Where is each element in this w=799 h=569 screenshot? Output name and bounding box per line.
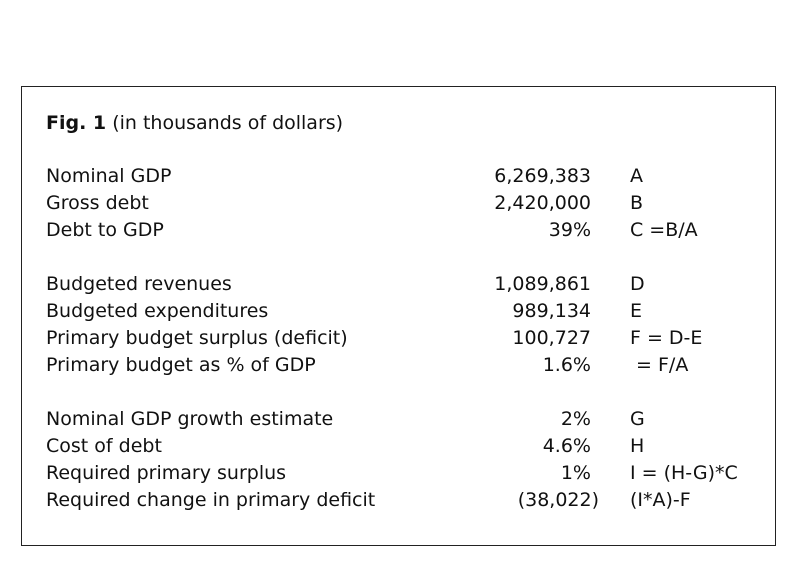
row-formula: F = D-E — [630, 327, 703, 349]
figure-label: Fig. 1 — [46, 112, 107, 134]
row-value: 1% — [560, 462, 591, 484]
table-row — [0, 460, 799, 486]
table-row — [0, 352, 799, 378]
figure-caption: (in thousands of dollars) — [106, 112, 344, 134]
row-label: Debt to GDP — [46, 219, 164, 241]
table-row — [0, 217, 799, 243]
row-value: 1,089,861 — [494, 273, 591, 295]
row-label: Required change in primary deficit — [46, 489, 376, 511]
row-label: Primary budget as % of GDP — [46, 354, 316, 376]
row-label: Nominal GDP growth estimate — [46, 408, 334, 430]
row-label: Cost of debt — [46, 435, 162, 457]
row-value: 989,134 — [512, 300, 591, 322]
row-formula: D — [630, 273, 645, 295]
table-row — [0, 406, 799, 432]
row-formula: = F/A — [630, 354, 689, 376]
row-label: Budgeted expenditures — [46, 300, 269, 322]
table-row — [0, 325, 799, 351]
table-row — [0, 271, 799, 297]
row-formula: G — [630, 408, 645, 430]
table-row — [0, 190, 799, 216]
row-value: 2% — [560, 408, 591, 430]
row-formula: A — [630, 165, 643, 187]
table-row — [0, 487, 799, 513]
table-row — [0, 433, 799, 459]
row-formula: E — [630, 300, 643, 322]
row-formula: C =B/A — [630, 219, 698, 241]
row-value: 1.6% — [542, 354, 591, 376]
row-value: 2,420,000 — [494, 192, 591, 214]
row-label: Gross debt — [46, 192, 149, 214]
table-row — [0, 163, 799, 189]
row-value: 4.6% — [542, 435, 591, 457]
row-label: Budgeted revenues — [46, 273, 232, 295]
row-label: Nominal GDP — [46, 165, 172, 187]
row-label: Primary budget surplus (deficit) — [46, 327, 348, 349]
figure-title — [46, 112, 343, 134]
table-row — [0, 298, 799, 324]
row-label: Required primary surplus — [46, 462, 287, 484]
row-value: 6,269,383 — [494, 165, 591, 187]
row-formula: B — [630, 192, 644, 214]
row-value: 39% — [548, 219, 591, 241]
row-formula: I = (H-G)*C — [630, 462, 738, 484]
row-formula: H — [630, 435, 645, 457]
row-formula: (I*A)-F — [630, 489, 691, 511]
row-value: 100,727 — [512, 327, 591, 349]
row-value: (38,022) — [517, 489, 599, 511]
